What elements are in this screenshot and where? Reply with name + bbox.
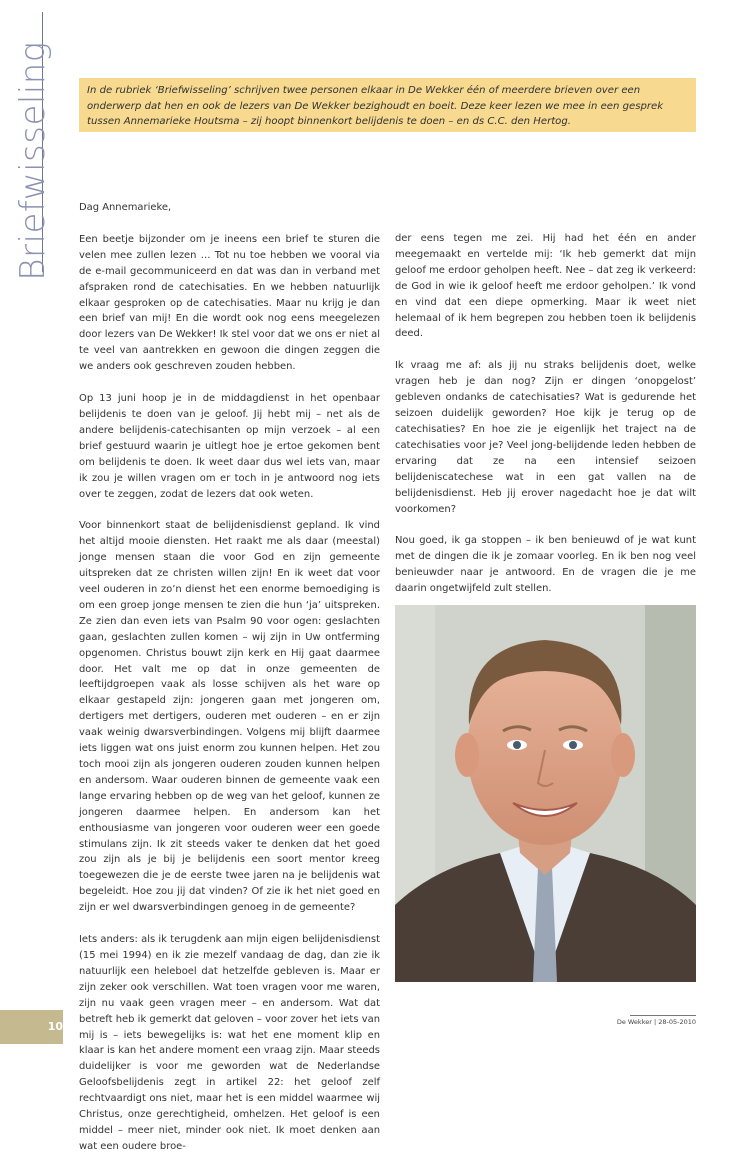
paragraph: Iets anders: als ik terugdenk aan mijn eigen belijdenisdienst (15 mei 1994) en ik zie mezelf vandaag de dag, dan zie ik natuurlijk een heleboel dat hetzelfde gebleven is. Maar er zijn zeker ook verschillen. Wat toen vragen voor me waren, zijn nu vaak geen vragen meer – en andersom. Wat dat betreft heb ik gemerkt dat geloven – voor zover het iets van mij is – iets bewegelijks is: wat het ene moment klip en klaar is kan het andere moment een vraag zijn. Maar steeds duidelijker is voor me geworden wat de Nederlandse Geloofsbelijdenis zegt in artikel 22: het geloof zelf rechtvaardigt ons niet, maar het is een middel waarmee wij Christus, onze gerechtigheid, omhelzen. Het geloof is een middel – meer niet, minder ook niet. Ik moet denken aan wat een oudere broe- [79,934,380,1152]
salutation: Dag Annemarieke, [79,202,172,213]
paragraph: Op 13 juni hoop je in de middagdienst in het openbaar belijdenis te doen van je geloof. Jij hebt mij – net als de andere belijdenis-catechisanten op mijn verzoek – al een brief gestuurd waarin je uitlegt hoe je ertoe gekomen bent om belijdenis te doen. Ik weet daar dus wel iets van, maar ik zou je willen vragen om er toch in je antwoord nog iets over te zeggen, zodat de lezers dat ook weten. [79,393,380,500]
paragraph: Ik vraag me af: als jij nu straks belijdenis doet, welke vragen heb je dan nog? Zijn er dingen ‘onopgelost’ gebleven ondanks de catechisaties? Wat is gedurende het seizoen duidelijk geworden? Hoe kijk je terug op de catechisaties? En hoe zie je eigenlijk het traject na de catechisaties voor je? Veel jong-belijdende leden hebben de ervaring dat ze na een intensief seizoen belijdeniscatechese wat in een gat vallen na de belijdenisdienst. Heb jij erover nagedacht hoe je dat wilt voorkomen? [395,360,696,515]
publication-info: De Wekker | 28-05-2010 [616,1018,696,1026]
letter-column-1 [79,200,380,1171]
paragraph: Voor binnenkort staat de belijdenisdienst gepland. Ik vind het altijd mooie diensten. Het raakt me als daar (meestal) jonge mensen staan die voor God en zijn gemeente uitspreken dat ze christen willen zijn! En ik weet dat voor veel ouderen in zo’n dienst het een enorme bemoediging is om een groep jonge mensen te zien die hun ‘ja’ uitspreken. Ze zien dan even iets van Psalm 90 voor ogen: geslachten gaan, geslachten zullen komen – wij zijn in Uw ontferming opgenomen. Christus bouwt zijn kerk en Hij gaat daarmee door. Het valt me op dat in onze gemeenten de leeftijdgroepen vaak als losse schijven als het ware op elkaar gestapeld zijn: jongeren gaan met jongeren om, dertigers met dertigers, ouderen met ouderen – en er zijn vaak weinig dwarsverbindingen. Volgens mij blijft daarmee iets liggen wat ons juist enorm zou kunnen helpen. Het zou toch mooi zijn als jongeren ouderen zouden kunnen helpen en andersom. Waar ouderen binnen de gemeente vaak een lange ervaring hebben op de weg van het geloof, kunnen ze jongeren daarmee helpen. En andersom kan het enthousiasme van jongeren voor ouderen weer een goede stimulans zijn. Ik zit steeds vaker te denken dat het goed zou zijn als je bij je belijdenis een soort mentor kreeg toegewezen die je de eerste twee jaren na je belijdenis wat begeleidt. Hoe zou jij dat vinden? Of zie ik het niet goed en zijn er wel dwarsverbindingen genoeg in de gemeente? [79,520,380,914]
page-number: 10 [47,1020,63,1033]
page-number-tab [0,1010,63,1044]
footer-rule [630,1015,696,1016]
portrait-photo [395,605,696,982]
paragraph: Nou goed, ik ga stoppen – ik ben benieuwd of je wat kunt met de dingen die ik je zomaar voorleg. En ik ben nog veel benieuwder naar je antwoord. En de vragen die je me daarin ongetwijfeld zult stellen. [395,535,696,595]
paragraph: Een beetje bijzonder om je ineens een brief te sturen die velen mee zullen lezen … Tot nu toe hebben we vooral via de e-mail gecommuniceerd en dat was dan in verband met afspraken rond de catechisaties. En we hebben natuurlijk elkaar gesproken op de catechisaties. Maar nu krijg je dan een brief van mij! En die wordt ook nog eens meegelezen door lezers van De Wekker! Ik stel voor dat we ons er niet al te veel van aantrekken en gewoon die dingen zeggen die we anders ook geschreven zouden hebben. [79,233,380,373]
paragraph: der eens tegen me zei. Hij had het één en ander meegemaakt en vertelde mij: ‘Ik heb gemerkt dat mijn geloof me erdoor geholpen heeft. Nee – dat zeg ik verkeerd: de God in wie ik geloof heeft me erdoor geholpen.’ Ik vond en vind dat een diepe opmerking. Maar ik weet niet helemaal of ik hem begrepen zou hebben toen ik belijdenis deed. [395,233,696,340]
intro-box: In de rubriek ‘Briefwisseling’ schrijven twee personen elkaar in De Wekker één of meerdere brieven over een onderwerp dat hen en ook de lezers van De Wekker bezighoudt en boeit. Deze keer lezen we mee in een gesprek tussen Annemarieke Houtsma – zij hoopt binnenkort belijdenis te doen – en ds C.C. den Hertog. [79,78,696,132]
portrait-photo-icon [395,605,696,982]
section-label: Briefwisseling [13,41,53,281]
